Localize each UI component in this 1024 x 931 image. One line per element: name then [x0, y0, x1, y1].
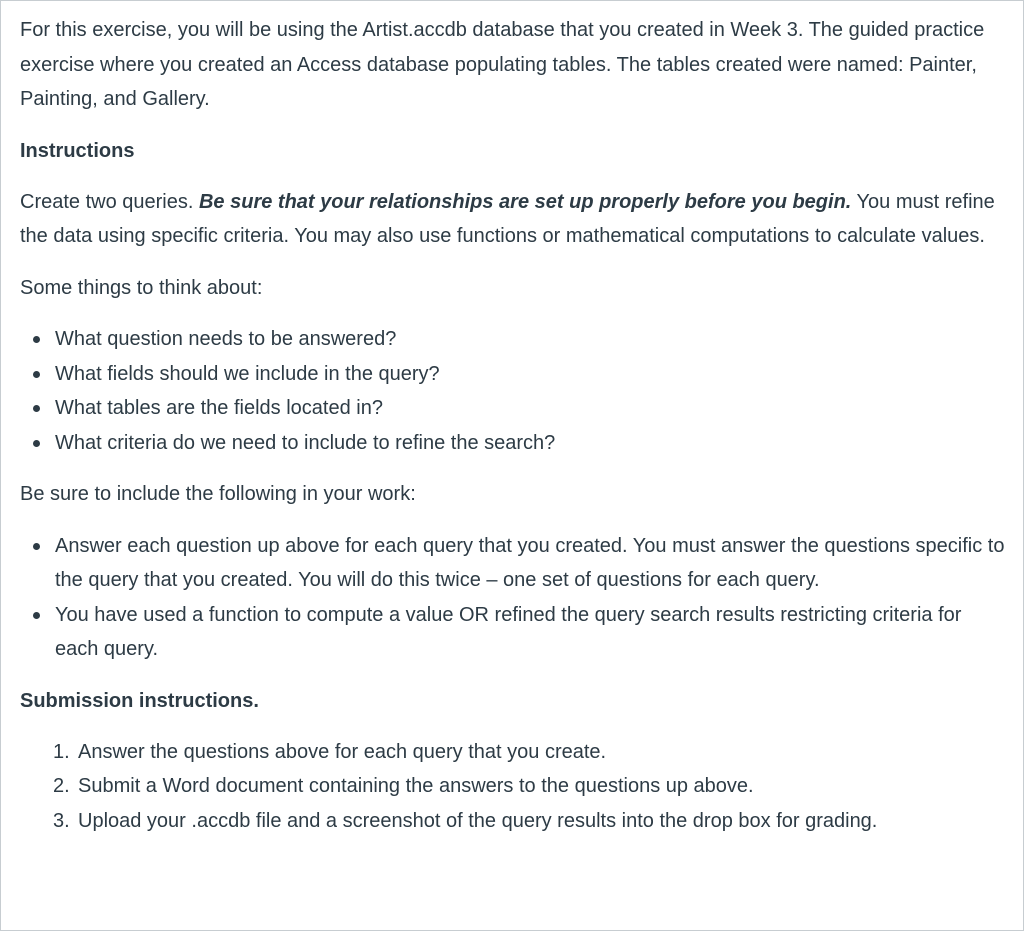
list-number: 2.: [53, 775, 70, 797]
include-list: [20, 529, 1005, 667]
assignment-content: [20, 13, 1005, 855]
list-item: What question needs to be answered?: [20, 322, 1005, 357]
list-item-text: Answer the questions above for each query that you create.: [78, 740, 607, 763]
instructions-heading: Instructions: [20, 139, 135, 162]
list-item: [20, 804, 1005, 839]
list-item: [20, 735, 1005, 770]
list-item-text: Upload your .accdb file and a screenshot of the query results into the drop box for grading.: [78, 809, 878, 832]
submission-heading: Submission instructions.: [20, 689, 259, 712]
list-item: What fields should we include in the query?: [20, 357, 1005, 392]
list-number: 3.: [53, 809, 70, 832]
list-item-text: Submit a Word document containing the answers to the questions up above.: [78, 775, 754, 797]
think-list: [20, 322, 1005, 460]
list-item: What tables are the fields located in?: [20, 391, 1005, 426]
submission-list: [20, 735, 1005, 839]
include-intro: Be sure to include the following in your work:: [20, 483, 416, 505]
list-number: 1.: [53, 740, 70, 763]
list-item: You have used a function to compute a value OR refined the query search results restricting criteria for each query.: [20, 598, 1005, 667]
instructions-rest: You must refine the data using specific criteria. You may also use functions or mathematical computations to calculate values.: [20, 190, 995, 247]
instructions-lead: Create two queries.: [20, 190, 199, 213]
instructions-paragraph: [20, 185, 1005, 254]
list-item: [20, 769, 1005, 804]
instructions-emphasis: Be sure that your relationships are set up properly before you begin.: [198, 190, 852, 213]
intro-paragraph: For this exercise, you will be using the Artist.accdb database that you created in Week 3. The guided practice exercise where you created an Access database populating tables. The tables created were named: Painter, Painting, and Gallery.: [20, 19, 985, 110]
list-item: What criteria do we need to include to refine the search?: [20, 426, 1005, 461]
list-item: Answer each question up above for each query that you created. You must answer the questions specific to the query that you created. You will do this twice – one set of questions for each query.: [20, 529, 1005, 598]
think-intro: Some things to think about:: [20, 276, 263, 299]
